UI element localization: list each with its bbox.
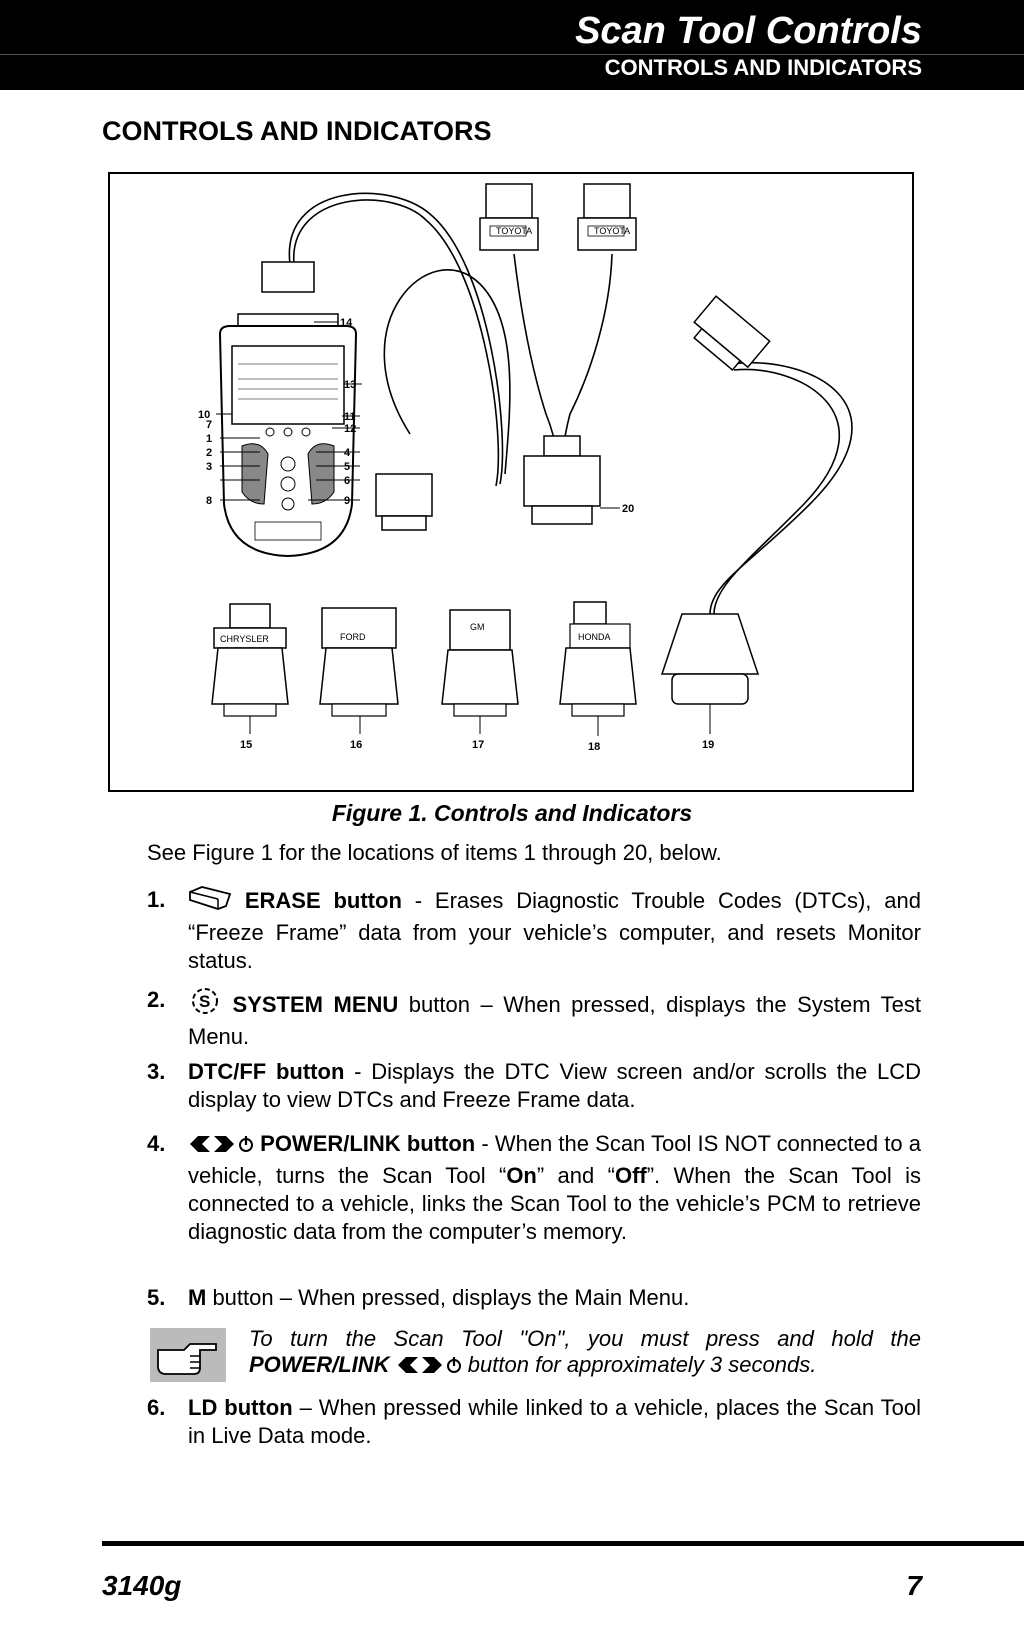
callout-9: 9	[344, 495, 351, 507]
on-label: On	[506, 1163, 537, 1188]
callout-3: 3	[206, 461, 213, 473]
item-label: DTC/FF button	[188, 1059, 345, 1084]
callout-6: 6	[344, 475, 351, 487]
item-number: 6.	[147, 1395, 166, 1420]
brand-toyota-1: TOYOTA	[496, 226, 533, 236]
item-number: 3.	[147, 1059, 166, 1084]
callout-2: 2	[206, 447, 213, 459]
power-link-icon	[396, 1354, 462, 1382]
adapter-chrysler	[212, 604, 288, 716]
header-title: Scan Tool Controls	[575, 10, 922, 52]
list-item	[147, 1058, 921, 1114]
callout-14: 14	[340, 317, 353, 329]
callout-16: 16	[350, 739, 363, 751]
item-label: ERASE button	[244, 888, 402, 913]
item-text: button – When pressed, displays the Main Menu.	[206, 1285, 690, 1310]
item-label: LD button	[188, 1395, 293, 1420]
callout-13: 13	[344, 379, 357, 391]
figure-caption: Figure 1. Controls and Indicators	[331, 800, 693, 826]
item-text: ”. When the Scan Tool is connected to a vehicle, links the Scan Tool to the vehicle’s PCM to retrieve diagnostic data from the computer’s memory.	[188, 1163, 921, 1244]
pointing-hand-icon	[150, 1328, 226, 1382]
callout-15: 15	[240, 739, 253, 751]
obd2-connector	[662, 614, 758, 704]
item-text: - Erases Diagnostic Trouble Codes (DTCs), and “Freeze Frame” data from your vehicle’s computer, and resets Monitor status.	[188, 888, 921, 973]
list-item	[147, 1130, 921, 1246]
note-text: button for approximately 3 seconds.	[461, 1352, 817, 1377]
item-number: 1.	[147, 887, 166, 912]
intro-text: See Figure 1 for the locations of items 1 through 20, below.	[147, 840, 722, 865]
item-text: button – When pressed, displays the System Test Menu.	[188, 992, 921, 1049]
item-text: - Displays the DTC View screen and/or scrolls the LCD display to view DTCs and Freeze Frame data.	[188, 1059, 921, 1112]
toyota-connector-right	[578, 184, 636, 250]
list-item	[147, 986, 921, 1051]
callout-10: 10	[198, 409, 211, 421]
list-item	[147, 886, 921, 975]
system-s-icon	[188, 986, 222, 1023]
item-label: M	[188, 1285, 207, 1310]
item-label: SYSTEM MENU	[232, 992, 399, 1017]
svg-text:S: S	[199, 992, 211, 1011]
db15-connector	[686, 296, 769, 376]
brand-ford: FORD	[340, 632, 366, 642]
item-text: – When pressed while linked to a vehicle, places the Scan Tool in Live Data mode.	[188, 1395, 921, 1448]
adapter-honda	[560, 602, 636, 716]
callout-7: 7	[206, 419, 213, 431]
note-text: To turn the Scan Tool "On", you must press and hold the	[249, 1326, 921, 1351]
scan-tool-unit	[220, 262, 356, 556]
footer-divider	[102, 1541, 1024, 1546]
callout-12: 12	[344, 423, 357, 435]
callout-1: 1	[206, 433, 213, 445]
item-label: POWER/LINK button	[260, 1131, 476, 1156]
eraser-icon	[188, 886, 232, 919]
scan-tool-diagram	[110, 174, 912, 790]
section-title: CONTROLS AND INDICATORS	[102, 116, 492, 146]
callout-4: 4	[344, 447, 351, 459]
callout-20: 20	[622, 503, 635, 515]
callout-5: 5	[344, 461, 351, 473]
y-splitter-connector	[524, 436, 600, 524]
footer-model: 3140g	[102, 1570, 182, 1601]
page-number: 7	[906, 1570, 922, 1601]
callout-11: 11	[344, 411, 356, 423]
list-item	[147, 1394, 921, 1450]
item-text: ” and “	[536, 1163, 615, 1188]
off-label: Off	[614, 1163, 647, 1188]
toyota-connector-left	[480, 184, 538, 250]
list-item	[147, 1284, 921, 1312]
callout-17: 17	[472, 739, 485, 751]
adapter-ford	[320, 608, 398, 716]
callout-18: 18	[588, 741, 601, 753]
adapter-gm	[442, 610, 518, 716]
brand-toyota-2: TOYOTA	[594, 226, 631, 236]
note-bold: POWER/LINK	[249, 1352, 390, 1377]
item-number: 2.	[147, 987, 166, 1012]
item-text: - When the Scan Tool IS NOT connected to a vehicle, turns the Scan Tool “	[188, 1131, 921, 1188]
note-box	[150, 1326, 921, 1382]
brand-gm: GM	[470, 622, 485, 632]
header-subtitle: CONTROLS AND INDICATORS	[604, 55, 922, 80]
callout-19: 19	[702, 739, 715, 751]
power-link-icon	[188, 1133, 254, 1162]
figure-box	[108, 172, 914, 792]
callout-8: 8	[206, 495, 213, 507]
item-number: 5.	[147, 1285, 166, 1310]
item-number: 4.	[147, 1131, 166, 1156]
brand-chrysler: CHRYSLER	[220, 634, 269, 644]
brand-honda: HONDA	[578, 632, 611, 642]
db25-connector	[376, 474, 432, 530]
